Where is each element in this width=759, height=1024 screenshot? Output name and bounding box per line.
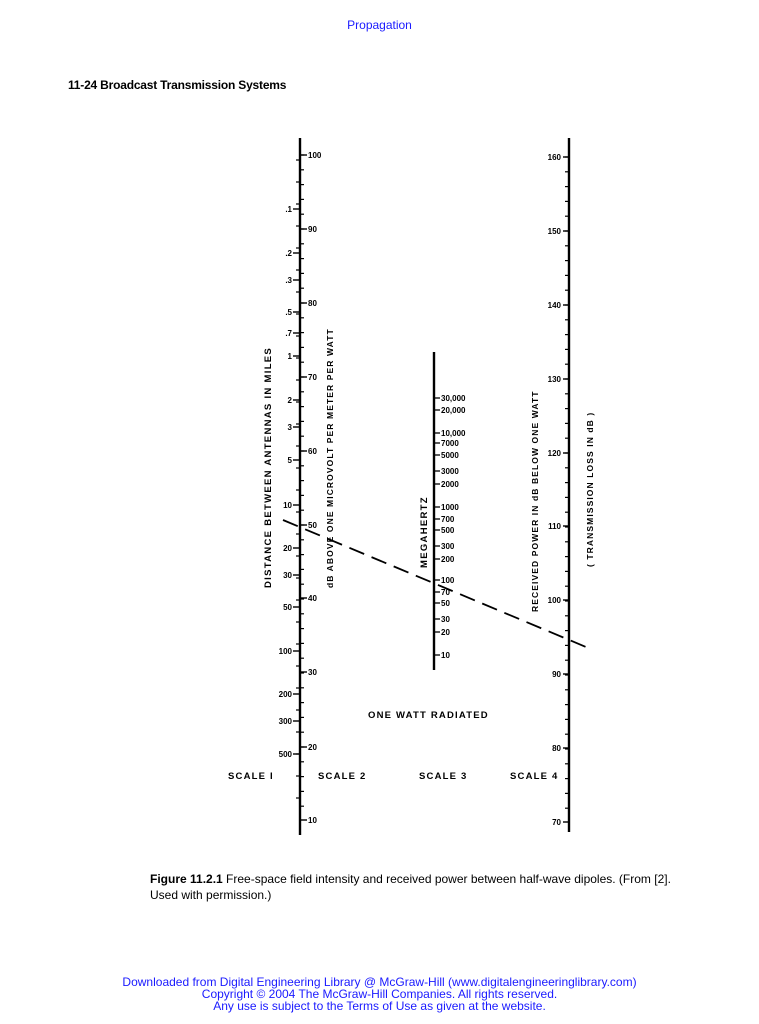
scale1-tick-label: 10 <box>283 501 292 510</box>
page-header: 11-24 Broadcast Transmission Systems <box>68 78 287 92</box>
scale4-tick-label: 160 <box>547 153 561 162</box>
scale2-title: dB ABOVE ONE MICROVOLT PER METER PER WATT <box>325 328 335 588</box>
scale4-tick-label: 150 <box>547 227 561 236</box>
scale1-tick-label: .3 <box>285 276 292 285</box>
scale1-tick-label: 100 <box>278 647 292 656</box>
scale2-tick-label: 70 <box>308 373 317 382</box>
scale4-tick-label: 110 <box>548 522 561 531</box>
scale1-tick-label: 20 <box>283 544 292 553</box>
footer-terms-link[interactable]: Any use is subject to the Terms of Use as given at the website. <box>213 999 546 1013</box>
scale4-footer: SCALE 4 <box>510 771 559 782</box>
scale3-tick-label: 5000 <box>441 451 459 460</box>
scale4-subtitle: ( TRANSMISSION LOSS IN dB ) <box>585 411 595 567</box>
scale3-tick-label: 500 <box>441 526 455 535</box>
scale3-tick-label: 10 <box>441 651 450 660</box>
scale3-footer: SCALE 3 <box>419 771 468 782</box>
scale3-ticks <box>434 394 466 660</box>
scale2-tick-label: 80 <box>308 299 317 308</box>
scale4-tick-label: 100 <box>547 596 561 605</box>
scale3-tick-label: 30 <box>441 615 450 624</box>
scale3-tick-label: 10,000 <box>441 429 466 438</box>
scale1-tick-label: 3 <box>287 423 292 432</box>
scale4-tick-label: 70 <box>552 818 561 827</box>
scale4-tick-label: 140 <box>547 301 561 310</box>
scale3-tick-label: 30,000 <box>441 394 466 403</box>
scale3-tick-label: 20,000 <box>441 406 466 415</box>
one-watt-note: ONE WATT RADIATED <box>368 710 489 721</box>
scale1-tick-label: 300 <box>278 717 292 726</box>
scale3-tick-label: 3000 <box>441 467 459 476</box>
scale1-tick-label: .1 <box>285 205 292 214</box>
scale2-footer: SCALE 2 <box>318 771 367 782</box>
scale3-tick-label: 70 <box>441 588 450 597</box>
scale1-tick-label: 50 <box>283 603 292 612</box>
scale4-tick-label: 130 <box>547 375 561 384</box>
scale3-tick-label: 200 <box>441 555 455 564</box>
scale1-ticks <box>279 205 300 759</box>
scale2-tick-label: 30 <box>308 668 317 677</box>
scale4-ticks <box>548 153 569 827</box>
page-footer <box>0 976 759 1012</box>
scale3-tick-label: 2000 <box>441 480 459 489</box>
scale2-tick-label: 40 <box>308 594 317 603</box>
scale1-tick-label: 200 <box>278 690 292 699</box>
scale4-tick-label: 90 <box>552 670 561 679</box>
scale1-tick-label: 5 <box>287 456 292 465</box>
scale3-tick-label: 7000 <box>441 439 459 448</box>
scale2-tick-label: 10 <box>308 816 317 825</box>
scale3-title: MEGAHERTZ <box>419 496 430 568</box>
figure-label: Figure 11.2.1 <box>150 872 223 886</box>
footer-download-link[interactable]: Downloaded from Digital Engineering Library @ McGraw-Hill (www.digitalengineeringlibrary.com) <box>122 975 637 989</box>
scale2-tick-label: 20 <box>308 743 317 752</box>
figure-caption <box>150 871 700 903</box>
scale1-tick-label: 500 <box>278 750 292 759</box>
scale2-tick-label: 60 <box>308 447 317 456</box>
scale1-tick-label: .7 <box>285 329 292 338</box>
scale2-tick-label: 90 <box>308 225 317 234</box>
scale1-footer: SCALE I <box>228 771 274 782</box>
scale4-tick-label: 120 <box>547 449 561 458</box>
scale3-tick-label: 700 <box>441 515 455 524</box>
figure-caption-text: Free-space field intensity and received power between half-wave dipoles. (From [2]. Used with permission.) <box>150 872 671 902</box>
scale2-ticks <box>300 151 322 825</box>
scale1-tick-label: .2 <box>285 249 292 258</box>
footer-copyright-link[interactable]: Copyright © 2004 The McGraw-Hill Companies. All rights reserved. <box>201 987 558 1001</box>
scale3-tick-label: 1000 <box>441 503 459 512</box>
propagation-link[interactable]: Propagation <box>347 18 412 32</box>
scale1-tick-label: 2 <box>287 396 292 405</box>
scale4-title: RECEIVED POWER IN dB BELOW ONE WATT <box>530 390 540 612</box>
scale1-title: DISTANCE BETWEEN ANTENNAS IN MILES <box>263 346 274 588</box>
scale3-tick-label: 50 <box>441 599 450 608</box>
scale3-tick-label: 100 <box>441 576 455 585</box>
scale2-tick-label: 50 <box>308 521 317 530</box>
scale2-tick-label: 100 <box>308 151 322 160</box>
scale1-tick-label: 1 <box>287 352 292 361</box>
scale3-tick-label: 20 <box>441 628 450 637</box>
scale3-tick-label: 300 <box>441 542 455 551</box>
scale1-tick-label: .5 <box>285 308 292 317</box>
scale1-tick-label: 30 <box>283 571 292 580</box>
scale4-tick-label: 80 <box>552 744 561 753</box>
